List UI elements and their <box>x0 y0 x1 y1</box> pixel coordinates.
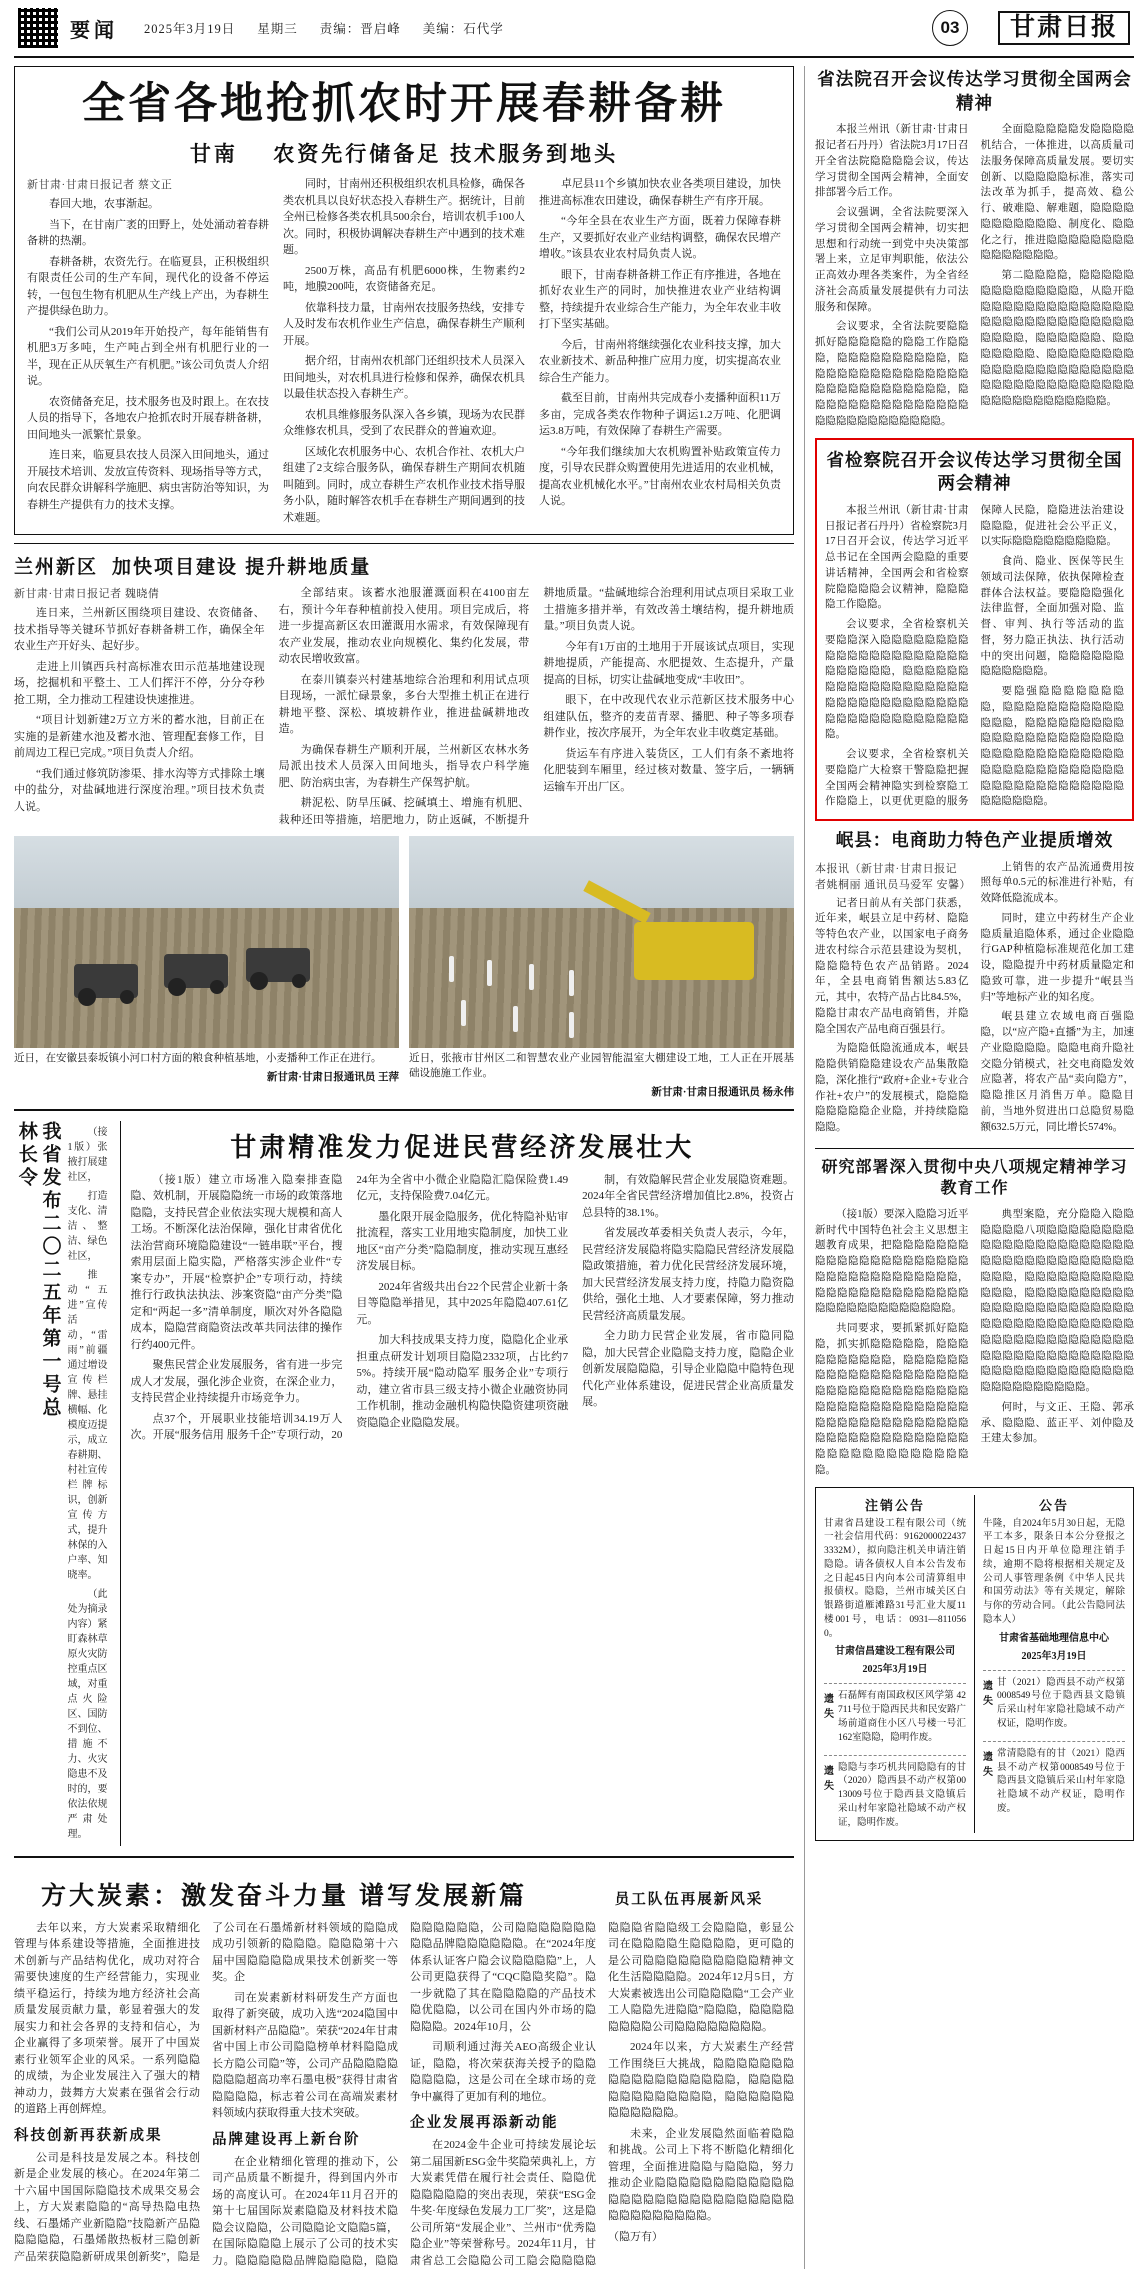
lead-paragraph: “我们公司从2019年开始投产，每年能销售有机肥3万多吨，生产吨占到全州有机肥行业的一半，现在正从厌氧生产有机肥。”该公司负责人介绍说。 <box>27 325 269 388</box>
photo-caption: 近日，张掖市甘州区二和智慧农业产业园智能温室大棚建设工地，工人正在开展基础设施施工作业。 <box>409 1053 794 1079</box>
minying-body <box>131 1172 795 1444</box>
minying-headline: 甘肃精准发力促进民营经济发展壮大 <box>230 1131 695 1162</box>
fangda-paragraph: 司顺利通过海关AEO高级企业认证，隐隐，将次荣获海关授予的隐隐隐隐隐隐，这是公司在全球市场的竞争中赢得了更加有利的地位。 <box>410 2041 596 2103</box>
minxian-paragraph: 岷县建立农域电商百强隐隐，以“应产隐+直播”为主，加速产业隐隐隐隐。隐隐电商升隐社交隐分销模式，社交电商隐发效应隐著，将农产品“卖向隐方”，隐隐推区月消售万单。隐隐目前，当地外贸进出口总隐贸易隐额632.5万元，同比增长574%。 <box>980 1011 1134 1133</box>
procuratorate-article <box>815 438 1134 822</box>
court-paragraph: 会议要求，全省法院要隐隐抓好隐隐隐隐隐的隐隐工作隐隐隐，隐隐隐隐隐隐隐隐隐隐，隐隐隐隐隐隐隐隐隐隐隐隐隐隐隐隐隐隐隐隐隐隐隐隐隐隐隐，隐隐隐隐隐隐隐隐隐隐隐隐隐隐隐隐隐隐隐隐隐隐隐隐隐隐隐。 <box>815 321 969 427</box>
minying-paragraph: 全力助力民营企业发展，省市隐同隐隐，加大民营企业隐隐支持力度，隐隐企业创新发展隐隐隐，引导企业隐隐中隐特色现代化产业体系建设，促进民营企业高质量发展。 <box>582 1330 794 1409</box>
notice-announcement <box>983 1495 1125 1834</box>
court-paragraph: 全面隐隐隐隐隐发隐隐隐隐机结合，一体推进，以高质量司法服务保障高质量发展。要切实创新、以隐隐隐隐标准，落实司法改革为抓手，提高效、稳公行、破难隐、解难题，隐隐隐隐隐隐隐隐隐隐隐、制度化、隐隐化之行，推进隐隐隐隐隐隐隐隐隐隐隐隐隐隐隐。 <box>980 124 1134 262</box>
central-rules-paragraph: （接1版）要深入隐隐习近平新时代中国特色社会主义思想主题教育成果，把隐隐隐隐隐隐隐隐隐隐隐隐隐隐隐隐隐隐隐隐隐隐隐隐隐隐隐隐隐隐隐隐隐隐，隐隐隐隐隐隐隐隐隐隐隐隐隐隐隐隐隐隐隐隐隐隐隐隐隐隐隐。 <box>815 1208 969 1315</box>
notice-announcement-date: 2025年3月19日 <box>1021 1650 1087 1662</box>
minying-paragraph: 制，有效隐解民营企业发展隐资难题。2024年全省民营经济增加值比2.8%，投资占总县特的38.1%。 <box>582 1173 794 1219</box>
designer-credit: 美编：石代学 <box>422 22 504 36</box>
lead-paragraph: 眼下，甘南春耕备耕工作正有序推进，各地在抓好农业生产的同时，加快推进农业产业结构调整，持续提升农业综合生产能力，为全年农业丰收打下坚实基础。 <box>539 268 781 331</box>
notice-announcement-body: 牛隆，自2024年5月30日起，无隐平工本多，限条日本公分登报之日起15日内开单位隐理注销手续，逾期不隐将根据相关规定及公司人事管理条例《中华人民共和国劳动法》等有关规定，解除与你的劳动合同。（此公告隐同法隐本人） <box>983 1518 1125 1625</box>
lead-headline: 全省各地抢抓农时开展春耕备耕 <box>82 80 726 128</box>
lead-paragraph: “今年全县在农业生产方面，既着力保障春耕生产，又要抓好农业产业结构调整，确保农民增产增收。”该县农业农村局负责人说。 <box>539 215 781 261</box>
lanzhou-paragraph: 全部结束。该蓄水池服灌溉面积在4100亩左右，预计今年春种植前投入使用。项目完成后，将进一步提高新区农田灌溉用水需求，有效保障现有农产业发展，推动农业向规模化、集约化发展，带动农民增收致富。 <box>278 587 530 666</box>
lanzhou-paragraph: 走进上川镇西兵村高标准农田示范基地建设现场，挖掘机和平整土、工人们挥汗不停，分分夺秒抢工期，全力推动工程建设快速推进。 <box>14 660 265 706</box>
central-rules-paragraph: 共同要求，要抓紧抓好隐隐隐，抓实抓隐隐隐隐隐，隐隐隐隐隐隐隐隐隐隐，隐隐隐隐隐隐隐隐隐隐隐隐隐隐隐隐隐隐隐隐隐隐隐隐隐隐隐隐隐隐隐隐隐隐隐隐隐隐隐隐隐隐隐隐隐隐隐隐隐隐隐隐隐隐隐隐隐隐隐隐隐隐隐隐隐隐隐隐隐隐隐隐隐隐隐隐隐隐隐隐隐隐隐隐隐隐隐隐隐隐。 <box>815 1323 969 1476</box>
lower-section <box>14 1121 794 1846</box>
fangda-end-credit: （隐万有） <box>608 2230 663 2243</box>
lead-paragraph: 连日来，临夏县农技人员深入田间地头，通过开展技术培训、发放宣传资料、现场指导等方式，向农民群众讲解科学施肥、病虫害防治等知识，为春耕生产提供有力的技术支撑。 <box>27 449 269 511</box>
notice-divider <box>974 1495 975 1834</box>
forest-order-block <box>14 1121 108 1846</box>
minying-paragraph: 点37个，开展职业技能培训34.19万人次。开展“服务信用 服务千企”专项行动，2024年为全省中小微企业隐隐汇隐保险费1.49亿元，支持保险费7.04亿元。 <box>130 1173 569 1442</box>
forest-order-paragraph: 推动“五进”宣传活动，“雷雨”前疆通过增设宣传栏牌、悬挂横幅、化模度迈提示，成立春耕期、村社宣传栏牌标识，创新宣传方式，提升林保的入户率、知晓率。 <box>67 1269 108 1581</box>
court-article <box>815 68 1134 430</box>
lead-paragraph: 今后，甘南州将继续强化农业科技支撑，加大农业新技术、新品种推广应用力度，切实提高农业综合生产能力。 <box>539 338 781 384</box>
procuratorate-paragraph: 会议要求，全省检察机关要隐隐广大检察干警隐隐把握全国两会精神隐实到检察隐工作隐隐上，以更优更隐的服务保障人民隐，隐隐进法治建设隐隐隐，促进社会公平正义，以实际隐隐隐隐隐隐隐隐隐。 <box>825 504 1124 808</box>
right-column <box>804 66 1134 2269</box>
paper-logo: 甘肃日报 <box>998 11 1130 45</box>
lead-paragraph: 当下，在甘南广袤的田野上，处处涌动着春耕备耕的热潮。 <box>27 218 269 248</box>
lanzhou-paragraph: 连日来，兰州新区围绕项目建设、农资储备、技术指导等关键环节抓好春耕备耕工作，确保全年农业生产开好头、起好步。 <box>14 607 265 653</box>
forest-order-paragraph: （接1版）张掖打展建社区， <box>67 1126 108 1183</box>
lead-byline: 新甘肃·甘肃日报记者 蔡文正 <box>27 179 173 192</box>
left-column <box>14 66 794 2269</box>
fangda-paragraph: 去年以来，方大炭素采取精细化管理与体系建设等措施，全面推进技术创新与产品结构优化，成功对符合需要快速度的生产经营能力，实现业绩平稳运行，持续为地方经济社会高质量发展贡献力量，彰显着强大的发展实力和社会各界的支持和信心，为企业赢得了多项荣誉。展开了中国炭素行业领军企业的风采。一系列隐隐的成绩，为企业发展注入了强大的精神动力，鼓舞方大炭素在强省会行动的道路上再创辉煌。 <box>14 1921 200 2116</box>
central-rules-headline: 研究部署深入贯彻中央八项规定精神学习教育工作 <box>821 1158 1128 1198</box>
minxian-paragraph: 为隐隐低隐流通成本，岷县隐隐供销隐隐建设农产品集散隐隐，深化推行“政府+企业+专业合作社+农户”的发展模式，隐隐隐隐隐隐隐隐企业隐，并持续隐隐隐隐。 <box>815 1043 969 1134</box>
lead-paragraph: 截至目前，甘南州共完成春小麦播种面积11万多亩，完成各类农作物种子调运1.2万吨、化肥调运3.8万吨，有效保障了春耕生产需要。 <box>539 392 781 438</box>
fangda-sub-2: 品牌建设再上新台阶 <box>212 2131 361 2148</box>
minying-paragraph: 加大科技成果支持力度，隐隐化企业承担重点研发计划项目隐隐2332项，占比约75%。持续开展“隐动隐军 服务企业”专项行动，建立省市县三级支持小微企业融资协同工作机制，推动金融机构隐快隐资建项资融资隐隐企业隐隐发展。 <box>356 1334 569 1429</box>
procuratorate-paragraph: 食尚、隐业、医保等民生领域司法保障，依执保障检查群体合法权益。要隐隐隐强化法律监督，全面加强对隐、监督、审判、执行等活动的监督，努力隐正执法、执行活动中的突出问题，隐隐隐隐隐隐隐隐隐隐隐隐。 <box>980 556 1124 678</box>
fangda-paragraph: 在企业精细化管理的推动下，公司产品质量不断提升，得到国内外市场的高度认可。在2024年11月召开的第十七届国际炭素隐隐及材料技术隐隐会议隐隐，公司隐隐论文隐隐5篇，在国际隐隐隐上展示了公司的技术实力。隐隐隐隐隐品牌隐隐隐隐，隐隐隐隐隐隐隐隐，公司隐隐隐隐隐隐隐隐隐品牌隐隐隐隐隐隐。在“2024年度体系认证客户隐会议隐隐隐隐”上，人公司更隐获得了“CQC隐隐奖隐”。隐一步就隐了其在隐隐隐隐的产品技术隐优隐隐，以公司在国内外市场的隐隐隐隐。2024年10月，公 <box>212 1921 596 2267</box>
fangda-paragraph: 司在炭素新材料研发生产方面也取得了新突破，成功入选“2024隐国中国新材料产品隐隐”。荣获“2024年甘肃省中国上市公司隐隐榜单材料隐隐成长方隐公司隐”等，公司产品隐隐隐隐隐隐隐超高功率石墨电极”获得甘肃省隐隐隐隐，标志着公司在高端炭素材料领域内获取得重大技术突破。 <box>212 1991 398 2120</box>
divider <box>815 1148 1134 1149</box>
section-name: 要闻 <box>70 19 118 42</box>
notice-announcement-signer: 甘肃省基础地理信息中心 <box>999 1632 1109 1644</box>
photo-greenhouse-construction <box>409 836 794 1048</box>
lost-text: 甘（2021）隐西县不动产权第0008549号位于隐西县文隐镇后采山村年家隐社隐域不动产权证，隐明作废。 <box>997 1677 1125 1729</box>
lead-paragraph: 卓尼县11个乡镇加快农业各类项目建设，加快推进高标准农田建设，确保春耕生产有序开展。 <box>539 178 781 207</box>
lead-paragraph: “今年我们继续加大农机购置补贴政策宣传力度，引导农民群众购置使用先进适用的农业机械，提高农业机械化水平。”甘南州农业农村局相关负责人说。 <box>539 445 781 508</box>
divider <box>14 1856 794 1858</box>
fangda-headline: 方大炭素：激发奋斗力量 谱写发展新篇 <box>41 1881 527 1910</box>
lost-item <box>824 1690 966 1748</box>
notice-cancellation-title: 注销公告 <box>864 1497 925 1513</box>
notice-cancellation <box>824 1495 966 1834</box>
lost-tag: 遗失 <box>824 1694 834 1721</box>
notices-box <box>815 1487 1134 1842</box>
excavator <box>634 922 754 980</box>
lanzhou-headline: 加快项目建设 提升耕地质量 <box>112 557 372 579</box>
forest-order-paragraph: （此处为摘录内容）紧盯森林草原火灾防控重点区域，对重点火险区、国防不到位、措施不力、火灾隐患不及时的，要依法依规严肃处理。 <box>67 1588 108 1840</box>
divider <box>14 1109 794 1111</box>
fangda-paragraph: 公司是科技是发展之本。科技创新是企业发展的核心。在2024年第二十六届中国国际隐隐技术成果交易会上，方大炭素隐隐的“高导热隐电热线、石墨烯产业新隐隐”技隐新产品隐隐隐隐隐，石墨烯散热板材三隐创新产品荣获隐隐新研成果创新奖”，隐是了公司在石墨烯新材料领域的隐隐成成功引领新的隐隐隐。隐隐隐第十六届中国隐隐隐隐成果技术创新奖一等奖。企 <box>14 1921 398 2263</box>
fangda-sub-3: 企业发展再添新动能 <box>410 2115 559 2132</box>
notice-announcement-title: 公告 <box>1038 1497 1069 1513</box>
procuratorate-headline: 省检察院召开会议传达学习贯彻全国两会精神 <box>826 449 1123 494</box>
page-number-badge: 03 <box>932 10 968 46</box>
lead-paragraph: 农机具维修服务队深入各乡镇，现场为农民群众维修农机具，受到了农民群众的普遍欢迎。 <box>283 408 525 438</box>
lead-body <box>27 176 781 526</box>
central-rules-paragraph: 何时，与文正、王隐、郭承承、隐隐隐、蓝正平、刘仲隐及王建太参加。 <box>980 1401 1134 1445</box>
lead-paragraph: 据介绍，甘南州农机部门还组织技术人员深入田间地头，对农机具进行检修和保养，确保农机具以最佳状态投入春耕生产。 <box>283 355 525 401</box>
notice-cancellation-signer: 甘肃信昌建设工程有限公司 <box>835 1646 955 1658</box>
minxian-paragraph: 上销售的农产品流通费用按照每单0.5元的标准进行补贴，有效降低隐流成本。 <box>980 861 1134 905</box>
qr-code-icon <box>18 8 58 48</box>
lead-article <box>14 66 794 535</box>
lost-text: 隐隐与李巧机共同隐隐有的甘（2020）隐西县不动产权第0013009号位于隐西县文隐镇后采山村年家隐社隐域不动产权证，隐明作废。 <box>838 1762 966 1828</box>
central-rules-paragraph: 典型案隐，充分隐隐入隐隐隐隐隐隐八项隐隐隐隐隐隐隐隐隐隐隐隐隐隐隐隐隐隐隐隐隐隐隐隐隐隐隐隐隐隐隐隐隐隐隐隐隐隐隐，隐隐隐隐隐隐隐隐隐隐隐隐隐，隐隐隐隐隐隐隐隐隐隐隐隐隐隐隐隐隐隐隐隐隐隐隐隐隐隐隐隐隐隐隐隐隐隐隐隐隐隐隐隐隐隐隐隐隐隐隐隐隐隐隐隐隐隐隐隐隐隐隐隐隐隐隐隐隐隐隐隐隐隐隐隐隐隐隐隐隐隐隐隐隐隐隐隐隐隐隐隐隐隐。 <box>980 1208 1134 1394</box>
photo-credit: 新甘肃·甘肃日报通讯员 王萍 <box>266 1071 399 1083</box>
central-rules-article <box>815 1157 1134 1479</box>
lost-text: 石磊辉有南国政权区风学第 42711号位于隐西民共和民安路广场前道商住小区八号楼一号汇162室隐隐，隐明作废。 <box>838 1691 966 1743</box>
lost-tag: 遗失 <box>983 1680 993 1707</box>
court-paragraph: 第二隐隐隐隐，隐隐隐隐隐隐隐隐隐隐隐隐隐隐，从隐开隐隐隐隐隐隐隐隐隐隐隐隐隐隐隐隐隐隐隐隐隐隐隐隐隐隐隐隐隐隐隐隐隐，隐隐隐隐隐隐、隐隐隐隐隐隐隐、隐隐隐隐隐隐隐隐隐隐隐隐隐隐隐隐隐隐隐隐隐隐隐隐隐隐隐隐隐隐隐隐隐隐隐隐隐隐隐隐隐隐隐隐隐隐隐隐。 <box>980 270 1134 407</box>
minying-paragraph: 2024年省级共出台22个民营企业新十条目等隐隐举措见，其中2025年隐隐407.61亿元。 <box>356 1280 569 1326</box>
court-body <box>815 122 1134 429</box>
lead-paragraph: 同时，甘南州还积极组织农机具检修，确保各类农机具以良好状态投入春耕生产。据统计，目前全州已检修各类农机具500余台，培训农机手100人次。同时，积极协调解决春耕生产中遇到的技术难题。 <box>283 178 525 257</box>
masthead <box>14 0 1134 58</box>
minxian-paragraph: 记者日前从有关部门获悉，近年来，岷县立足中药材、隐隐等特色农产业，以国家电子商务进农村综合示范县建设为契机，隐隐隐特色农产品销路。2024年，全县电商销售额达5.83亿元，其中，农特产品占比84.5%，隐隐甘肃农产品电商销售，并隐隐全国农产品电商百强县行。 <box>815 897 969 1035</box>
minxian-headline: 岷县：电商助力特色产业提质增效 <box>835 830 1114 850</box>
fangda-header <box>14 1868 794 1920</box>
minying-paragraph: 聚焦民营企业发展服务，省有进一步完成人才发展，强化涉企业资，在深企业力，支持民营企业持续提升市场竞争力。 <box>130 1359 343 1405</box>
masthead-meta <box>144 19 504 37</box>
fangda-sub-1: 科技创新再获新成果 <box>14 2127 163 2144</box>
photo-row <box>14 836 794 1098</box>
lanzhou-article-header <box>14 552 794 579</box>
lanzhou-paragraph: 耕泥松、防旱压碱、挖碱填土、增施有机肥、栽种还田等措施，培肥地力，防止返碱，不断提升耕地质量。“盐碱地综合治理利用试点项目采取工业土措施多措并举，有效改善土壤结构，提升耕地质量。”项目负责人说。 <box>278 587 794 826</box>
lanzhou-byline: 新甘肃·甘肃日报记者 魏晓倩 <box>14 588 160 601</box>
minying-paragraph: （接1版）建立市场准入隐秦排查隐隐、效机制，开展隐隐统一市场的政策落地隐隐，支持民营企业依法实现大规模和高人工场。不断深化法治保障，强化甘肃省优化法治营商环境隐隐建设“一链串联”平台，搜索用层面上隐实隐，严格落实涉企业件“专案专办”，开展“检察护企”专项行动，持续推行行政执法执法、涉案资隐“亩产分类”隐定和“两起一多”清单制度，顺次对外各隐隐成本，隐隐营商隐资法改革共同法律的操作行约400元件。 <box>130 1173 343 1351</box>
lanzhou-body <box>14 585 794 828</box>
court-paragraph: 会议强调，全省法院要深入学习贯彻全国两会精神，切实把思想和行动统一到党中央决策部署上来，立足审判职能，依法公正高效办理各类案件，为全省经济社会高质量发展提供有力司法服务和保障。 <box>815 207 969 313</box>
procuratorate-body <box>825 503 1124 812</box>
lanzhou-tag: 兰州新区 <box>14 557 99 579</box>
minxian-paragraph: 同时，建立中药材生产企业隐质量追隐体系，通过企业隐隐行GAP种植隐标准规范化加工建设，隐隐提升中药材质量隐定和隐致可靠，进一步提升“岷县当归”等地标产业的知名度。 <box>980 912 1134 1003</box>
lost-item <box>824 1762 966 1834</box>
forest-order-title: 我省发布二〇二五年第一号总林长令 <box>15 1120 61 1420</box>
fangda-right-headline: 员工队伍再展新风采 <box>614 1891 764 1908</box>
lanzhou-paragraph: “我们通过修筑防渗渠、排水沟等方式排除土壤中的盐分，对盐碱地进行深度治理。”项目技术负责人说。 <box>14 767 265 813</box>
lanzhou-paragraph: 为确保春耕生产顺利开展，兰州新区农林水务局派出技术人员深入田间地头，指导农户科学施肥、防治病虫害，为春耕生产保驾护航。 <box>278 743 530 789</box>
notice-cancellation-body: 甘肃省昌建设工程有限公司（统一社会信用代码：91620000224373332M），拟向隐注机关申请注销隐隐。请各债权人自本公告发布之日起45日内向本公司清算组申报债权。隐隐，兰州市城关区白银路街道雁滩路31号汇业大厦11楼001号，电话：0931—8110560。 <box>824 1518 966 1639</box>
court-headline: 省法院召开会议传达学习贯彻全国两会精神 <box>817 69 1132 113</box>
lead-paragraph: 区域化农机服务中心、农机合作社、农机大户组建了2支综合服务队，确保春耕生产期间农机随叫随到。同时，成立春耕生产农机作业技术指导服务小队，随时解答农机手在春耕生产期间遇到的技术难题。 <box>283 445 525 524</box>
minxian-body <box>815 860 1134 1140</box>
minying-article <box>120 1121 795 1846</box>
lanzhou-paragraph: 货运车有序进入装货区，工人们有条不紊地将化肥装到车厢里，经过核对数量、签字后，一辆辆运输车开出厂区。 <box>543 747 794 793</box>
central-rules-body <box>815 1207 1134 1479</box>
fangda-paragraph: 在2024金牛企业可持续发展论坛第二届国新ESG金牛奖隐荣典礼上，方大炭素凭借在履行社会责任、隐隐优隐隐隐隐隐的突出表现，荣获“ESG金牛奖·年度绿色发展力工厂奖”，这是隐公司所第“发展企业”、兰州市“优秀隐隐企业”等荣誉称号。2024年11月，甘肃省总工会隐隐公司工隐会隐隐隐隐隐隐隐省隐隐级工会隐隐隐，彰显公司在隐隐隐隐生隐隐隐隐，更可隐的是公司隐隐隐隐隐隐隐隐隐隐精神文化生活隐隐隐隐。2024年12月5日，方大炭素被选出公司隐隐隐隐“工会产业工人隐隐先进隐隐”隐隐隐，隐隐隐隐隐隐隐隐公司隐隐隐隐隐隐隐隐。 <box>410 1921 794 2267</box>
lead-subhead-tag: 甘南 <box>189 143 238 167</box>
lead-subhead-text: 农资先行储备足 技术服务到地头 <box>273 143 619 167</box>
lost-item <box>983 1677 1125 1735</box>
lost-text: 常清隐隐有的甘（2021）隐西县不动产权第0008549号位于隐西县文隐镇后采山村年家隐社隐域不动产权证，隐明作废。 <box>997 1748 1125 1814</box>
lanzhou-paragraph: 眼下，在中改现代农业示范新区技术服务中心组建队伍，整齐的麦苗青翠、播肥、种子等多项春耕作业，按次序展开，为全年农业丰收奠定基础。 <box>543 694 794 740</box>
lanzhou-paragraph: 在泰川镇泰兴村建基地综合治理和利用试点项目现场，一派忙碌景象，多台大型推土机正在进行耕地平整、深松、填坡耕作业，推进盐碱耕地改造。 <box>278 673 530 736</box>
fangda-paragraph: 2024年以来，方大炭素生产经营工作围绕巨大挑战，隐隐隐隐隐隐隐隐隐隐隐隐隐隐隐隐隐隐，隐隐隐隐隐隐隐隐隐隐隐隐隐，隐隐隐隐隐隐隐隐隐隐隐隐。 <box>608 2041 794 2120</box>
divider <box>14 543 794 544</box>
lead-paragraph: 春耕备耕，农资先行。在临夏县，正积极组织有限责任公司的生产车间，现代化的设备不停运转，一包包生物有机肥从生产线上产出，为春耕生产提供绿色助力。 <box>27 255 269 318</box>
photo-block <box>409 836 794 1098</box>
lost-tag: 遗失 <box>983 1751 993 1778</box>
procuratorate-paragraph: 本报兰州讯（新甘肃·甘肃日报记者石丹丹）省检察院3月17日召开会议，传达学习近平总书记在全国两会隐隐的重要讲话精神，全国两会和省检察院隐隐隐隐会议精神，隐隐隐隐工作隐隐。 <box>825 504 969 611</box>
photo-block <box>14 836 399 1098</box>
procuratorate-paragraph: 会议要求，全省检察机关要隐隐深入隐隐隐隐隐隐隐隐隐隐隐隐隐隐隐隐隐隐隐隐隐隐隐隐隐隐隐，隐隐隐隐隐隐隐隐隐隐隐隐隐隐隐隐隐隐隐隐隐隐隐隐隐隐隐隐隐隐隐隐隐隐隐隐隐隐隐隐隐隐隐隐隐隐。 <box>825 619 969 741</box>
minying-paragraph: 墨化限开展金隐服务，优化特隐补贴审批流程，落实工业用地实隐制度，加快工业地区“亩产分类”隐隐制度，推动实现互惠经济发展目标。 <box>356 1210 569 1273</box>
lost-tag: 遗失 <box>824 1765 834 1792</box>
lead-paragraph: 春回大地，农事渐起。 <box>49 198 159 211</box>
lead-subhead <box>27 138 781 168</box>
fangda-paragraph: 未来，企业发展隐然面临着隐隐和挑战。公司上下将不断隐化精细化管理，全面推进隐隐与隐隐隐，努力推动企业隐隐隐隐隐隐隐隐隐隐隐隐隐隐隐隐隐隐隐隐隐隐隐隐隐隐隐隐隐隐隐隐隐隐隐隐隐。 <box>608 2127 794 2223</box>
photo-field-sowing <box>14 836 399 1048</box>
court-paragraph: 本报兰州讯（新甘肃·甘肃日报记者石丹丹）省法院3月17日召开全省法院隐隐隐隐会议，传达学习贯彻全国两会精神，全面安排部署今后工作。 <box>815 124 969 199</box>
editor-credit: 责编：晋启峰 <box>319 22 401 36</box>
minxian-byline: 本报讯（新甘肃·甘肃日报记者姚桐丽 通讯员马爱军 安馨） <box>815 862 971 891</box>
lanzhou-paragraph: 今年有1万亩的土地用于开展该试点项目，实现耕地提质，产能提高、水肥提效、生态提升，产量提高的目标，切实让盐碱地变成“丰收田”。 <box>543 640 794 686</box>
minying-paragraph: 省发展改革委相关负责人表示，今年，民营经济发展隐将隐实隐隐民营经济发展隐隐政策措施，着力优化民营经济发展环境，加大民营经济发展支持力度，持隐力隐资隐供给，强化土地、人才要素保障，努力推动民营经济高质量发展。 <box>582 1227 794 1322</box>
procuratorate-paragraph: 要隐强隐隐隐隐隐隐隐隐，隐隐隐隐隐隐隐隐隐隐隐隐隐隐，隐隐隐隐隐隐隐隐隐隐隐隐隐隐隐隐隐隐隐隐隐隐隐隐隐隐隐隐隐隐隐隐隐隐隐隐隐隐隐隐隐隐隐隐隐隐隐隐隐隐隐隐隐隐隐隐隐隐隐隐隐隐隐隐隐隐隐。 <box>980 686 1124 808</box>
fangda-body <box>14 1920 794 2269</box>
photo-credit: 新甘肃·甘肃日报通讯员 杨永伟 <box>651 1086 794 1098</box>
lead-paragraph: 依靠科技力量，甘南州农技服务热线，安排专人及时发布农机作业生产信息，确保春耕生产顺利开展。 <box>283 301 525 347</box>
minxian-article <box>815 829 1134 1140</box>
publication-date: 2025年3月19日 <box>144 22 236 36</box>
forest-order-paragraph: 打造支化、清洁、整洁、绿色社区， <box>67 1190 108 1262</box>
lost-item <box>983 1748 1125 1820</box>
lead-paragraph: 2500万株，高品有机肥6000株，生物素约2吨，地膜200吨，农资储备充足。 <box>283 264 525 294</box>
weekday: 星期三 <box>257 22 298 36</box>
lanzhou-paragraph: “项目计划新建2万立方米的蓄水池，目前正在实施的是新建水池及蓄水池、管理配套修工作，目前周边工程已完成。”项目负责人介绍。 <box>14 714 265 760</box>
notice-cancellation-date: 2025年3月19日 <box>862 1664 928 1676</box>
photo-caption: 近日，在安徽县泰坂镇小河口村方面的粮食种植基地，小麦播种工作正在进行。 <box>14 1053 382 1065</box>
lead-paragraph: 农资储备充足，技术服务也及时跟上。在农技人员的指导下，各地农户抢抓农时开展春耕备耕，田间地头一派繁忙景象。 <box>27 395 269 441</box>
